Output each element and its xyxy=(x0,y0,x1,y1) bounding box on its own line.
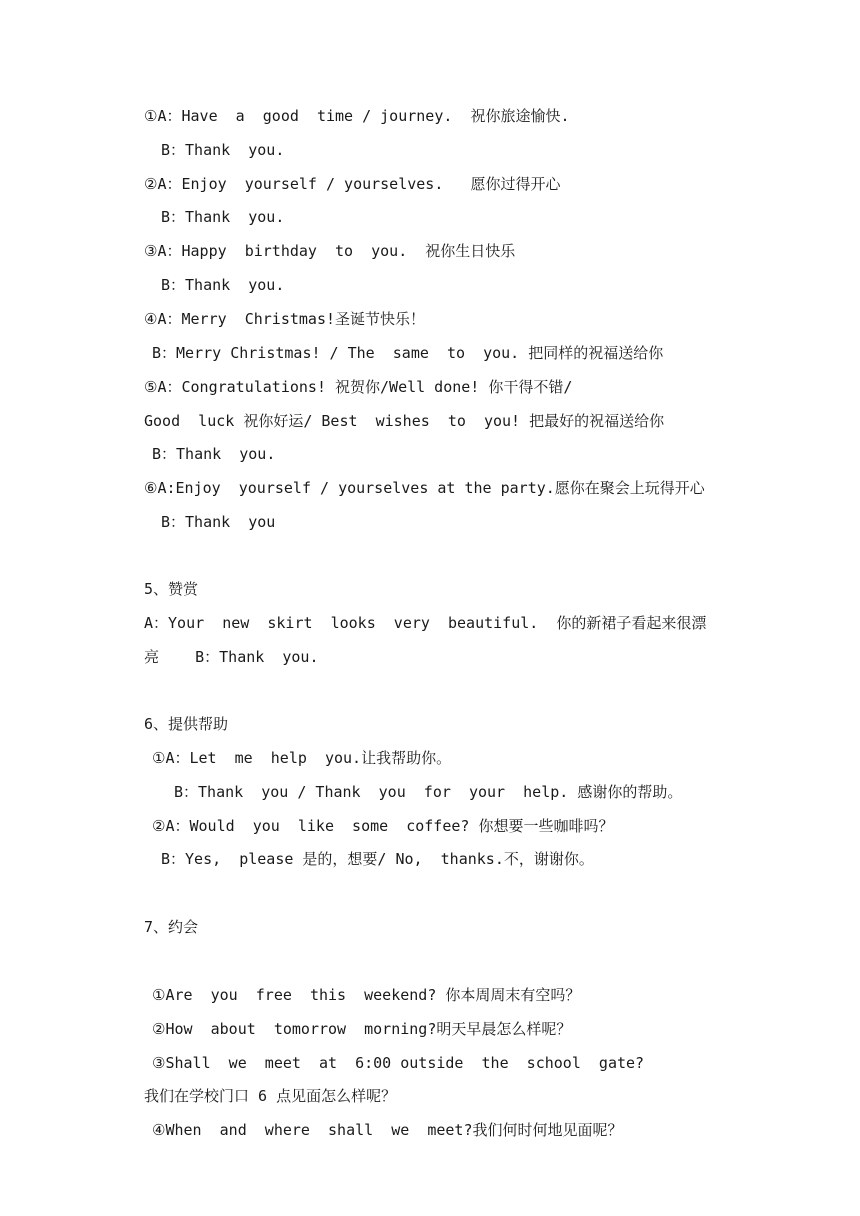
dialogue-line: ①A：Let me help you.让我帮助你。 xyxy=(152,749,452,767)
dialogue-line: A：Your new skirt looks very beautiful. 你的新裙子看起来很漂 xyxy=(144,614,707,632)
dialogue-line: ②How about tomorrow morning?明天早晨怎么样呢？ xyxy=(152,1020,572,1038)
dialogue-line: B：Thank you / Thank you for your help. 感谢你的帮助。 xyxy=(174,783,683,801)
dialogue-line: ②A：Would you like some coffee? 你想要一些咖啡吗？ xyxy=(152,817,614,835)
dialogue-line: ①Are you free this weekend? 你本周周末有空吗？ xyxy=(152,986,581,1004)
section-heading: 6、提供帮助 xyxy=(144,715,229,733)
dialogue-line: B：Thank you. xyxy=(161,208,285,226)
dialogue-line: ②A：Enjoy yourself / yourselves. 愿你过得开心 xyxy=(144,175,561,193)
dialogue-line: ⑥A:Enjoy yourself / yourselves at the party.愿你在聚会上玩得开心 xyxy=(144,479,705,497)
dialogue-line: B：Thank you. xyxy=(161,276,285,294)
section-heading: 5、赞赏 xyxy=(144,580,199,598)
dialogue-line: Good luck 祝你好运/ Best wishes to you! 把最好的祝福送给你 xyxy=(144,412,665,430)
dialogue-line: B：Thank you. xyxy=(152,445,276,463)
dialogue-line: B：Thank you. xyxy=(161,141,285,159)
dialogue-line: ④When and where shall we meet?我们何时何地见面呢？ xyxy=(152,1121,623,1139)
dialogue-line: B：Thank you xyxy=(161,513,276,531)
dialogue-line: ④A：Merry Christmas!圣诞节快乐！ xyxy=(144,310,426,328)
dialogue-line: ⑤A：Congratulations! 祝贺你/Well done! 你干得不错/ xyxy=(144,378,573,396)
dialogue-line: B：Yes, please 是的，想要/ No, thanks.不，谢谢你。 xyxy=(161,850,594,868)
dialogue-line: 亮 B：Thank you. xyxy=(144,648,319,666)
dialogue-line: B：Merry Christmas! / The same to you. 把同样的祝福送给你 xyxy=(152,344,664,362)
dialogue-line: 我们在学校门口 6 点见面怎么样呢？ xyxy=(144,1087,397,1105)
dialogue-line: ①A：Have a good time / journey. 祝你旅途愉快. xyxy=(144,107,570,125)
dialogue-line: ③A：Happy birthday to you. 祝你生日快乐 xyxy=(144,242,516,260)
dialogue-line: ③Shall we meet at 6:00 outside the school gate? xyxy=(152,1054,645,1072)
section-heading: 7、约会 xyxy=(144,918,199,936)
